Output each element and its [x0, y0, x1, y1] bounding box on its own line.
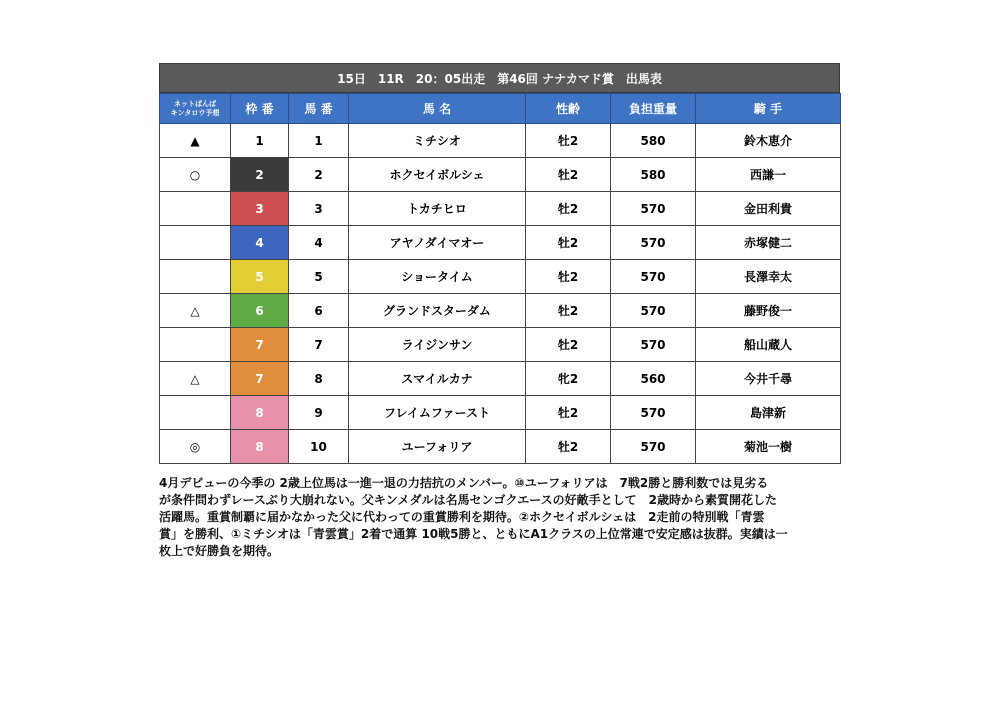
- waku-number: 8: [231, 430, 289, 464]
- prediction-mark: [160, 260, 231, 294]
- horse-name: スマイルカナ: [349, 362, 526, 396]
- horse-number: 4: [289, 226, 349, 260]
- carried-weight: 570: [611, 260, 696, 294]
- prediction-mark: [160, 226, 231, 260]
- carried-weight: 570: [611, 226, 696, 260]
- pick-header-line1: ネットばんば: [174, 99, 216, 108]
- carried-weight: 580: [611, 158, 696, 192]
- waku-number: 4: [231, 226, 289, 260]
- weight-column-header: 負担重量: [611, 94, 696, 124]
- horse-number: 3: [289, 192, 349, 226]
- jockey-name: 藤野俊一: [696, 294, 841, 328]
- jockey-column-header: 騎 手: [696, 94, 841, 124]
- carried-weight: 570: [611, 192, 696, 226]
- sex-age: 牡2: [526, 260, 611, 294]
- horse-number: 6: [289, 294, 349, 328]
- race-card: [159, 63, 840, 464]
- sex-age: 牡2: [526, 124, 611, 158]
- prediction-mark: △: [160, 294, 231, 328]
- horse-name: ライジンサン: [349, 328, 526, 362]
- horse-number: 1: [289, 124, 349, 158]
- horse-name: グランドスターダム: [349, 294, 526, 328]
- sex-age: 牡2: [526, 226, 611, 260]
- pick-column-header: [160, 94, 231, 124]
- carried-weight: 580: [611, 124, 696, 158]
- carried-weight: 570: [611, 430, 696, 464]
- horse-name: ショータイム: [349, 260, 526, 294]
- table-row: [160, 430, 841, 464]
- carried-weight: 570: [611, 328, 696, 362]
- horse-name: トカチヒロ: [349, 192, 526, 226]
- prediction-mark: ○: [160, 158, 231, 192]
- sex-age-column-header: 性齢: [526, 94, 611, 124]
- horse-name: フレイムファースト: [349, 396, 526, 430]
- horse-name: ホクセイボルシェ: [349, 158, 526, 192]
- horse-name: アヤノダイマオー: [349, 226, 526, 260]
- horse-number: 10: [289, 430, 349, 464]
- carried-weight: 570: [611, 294, 696, 328]
- waku-number: 7: [231, 328, 289, 362]
- sex-age: 牡2: [526, 192, 611, 226]
- table-row: [160, 192, 841, 226]
- jockey-name: 島津新: [696, 396, 841, 430]
- prediction-mark: ◎: [160, 430, 231, 464]
- umaban-column-header: 馬 番: [289, 94, 349, 124]
- sex-age: 牡2: [526, 158, 611, 192]
- entry-table: [159, 93, 841, 464]
- waku-number: 2: [231, 158, 289, 192]
- waku-number: 1: [231, 124, 289, 158]
- jockey-name: 西謙一: [696, 158, 841, 192]
- waku-number: 3: [231, 192, 289, 226]
- horse-number: 7: [289, 328, 349, 362]
- sex-age: 牝2: [526, 362, 611, 396]
- table-row: [160, 396, 841, 430]
- table-row: [160, 328, 841, 362]
- horse-number: 9: [289, 396, 349, 430]
- header-row: [160, 94, 841, 124]
- waku-number: 8: [231, 396, 289, 430]
- sex-age: 牡2: [526, 430, 611, 464]
- waku-column-header: 枠 番: [231, 94, 289, 124]
- entry-rows: [160, 124, 841, 464]
- race-comment: 4月デビューの今季の 2歳上位馬は一進一退の力拮抗のメンバー。⑩ユーフォリアは 7戦2勝と勝利数では見劣る が条件問わずレースぶり大崩れない。父キンメダルは名馬センゴクエースの好敵手として 2歳時から素質開花した 活躍馬。重賞制覇に届かなかった父に代わっての重賞勝利を期待。②ホクセイボルシェは 2走前の特別戦「青雲 賞」を勝利、①ミチシオは「青雲賞」2着で通算 10戦5勝と、ともにA1クラスの上位常連で安定感は抜群。実績は一 枚上で好勝負を期待。: [159, 476, 788, 558]
- waku-number: 7: [231, 362, 289, 396]
- jockey-name: 金田利貴: [696, 192, 841, 226]
- table-row: [160, 260, 841, 294]
- jockey-name: 長澤幸太: [696, 260, 841, 294]
- table-row: [160, 124, 841, 158]
- prediction-mark: [160, 328, 231, 362]
- jockey-name: 船山蔵人: [696, 328, 841, 362]
- horse-number: 5: [289, 260, 349, 294]
- jockey-name: 鈴木恵介: [696, 124, 841, 158]
- sex-age: 牡2: [526, 396, 611, 430]
- jockey-name: 今井千尋: [696, 362, 841, 396]
- prediction-mark: △: [160, 362, 231, 396]
- sex-age: 牡2: [526, 328, 611, 362]
- horse-number: 2: [289, 158, 349, 192]
- table-row: [160, 362, 841, 396]
- table-row: [160, 226, 841, 260]
- race-title: 15日 11R 20：05出走 第46回 ナナカマド賞 出馬表: [159, 63, 840, 93]
- sex-age: 牡2: [526, 294, 611, 328]
- waku-number: 5: [231, 260, 289, 294]
- horse-name: ミチシオ: [349, 124, 526, 158]
- name-column-header: 馬 名: [349, 94, 526, 124]
- jockey-name: 赤塚健二: [696, 226, 841, 260]
- pick-header-line2: キンタロウ予想: [170, 108, 220, 117]
- waku-number: 6: [231, 294, 289, 328]
- carried-weight: 570: [611, 396, 696, 430]
- jockey-name: 菊池一樹: [696, 430, 841, 464]
- prediction-mark: ▲: [160, 124, 231, 158]
- horse-number: 8: [289, 362, 349, 396]
- prediction-mark: [160, 396, 231, 430]
- table-row: [160, 294, 841, 328]
- carried-weight: 560: [611, 362, 696, 396]
- prediction-mark: [160, 192, 231, 226]
- table-row: [160, 158, 841, 192]
- horse-name: ユーフォリア: [349, 430, 526, 464]
